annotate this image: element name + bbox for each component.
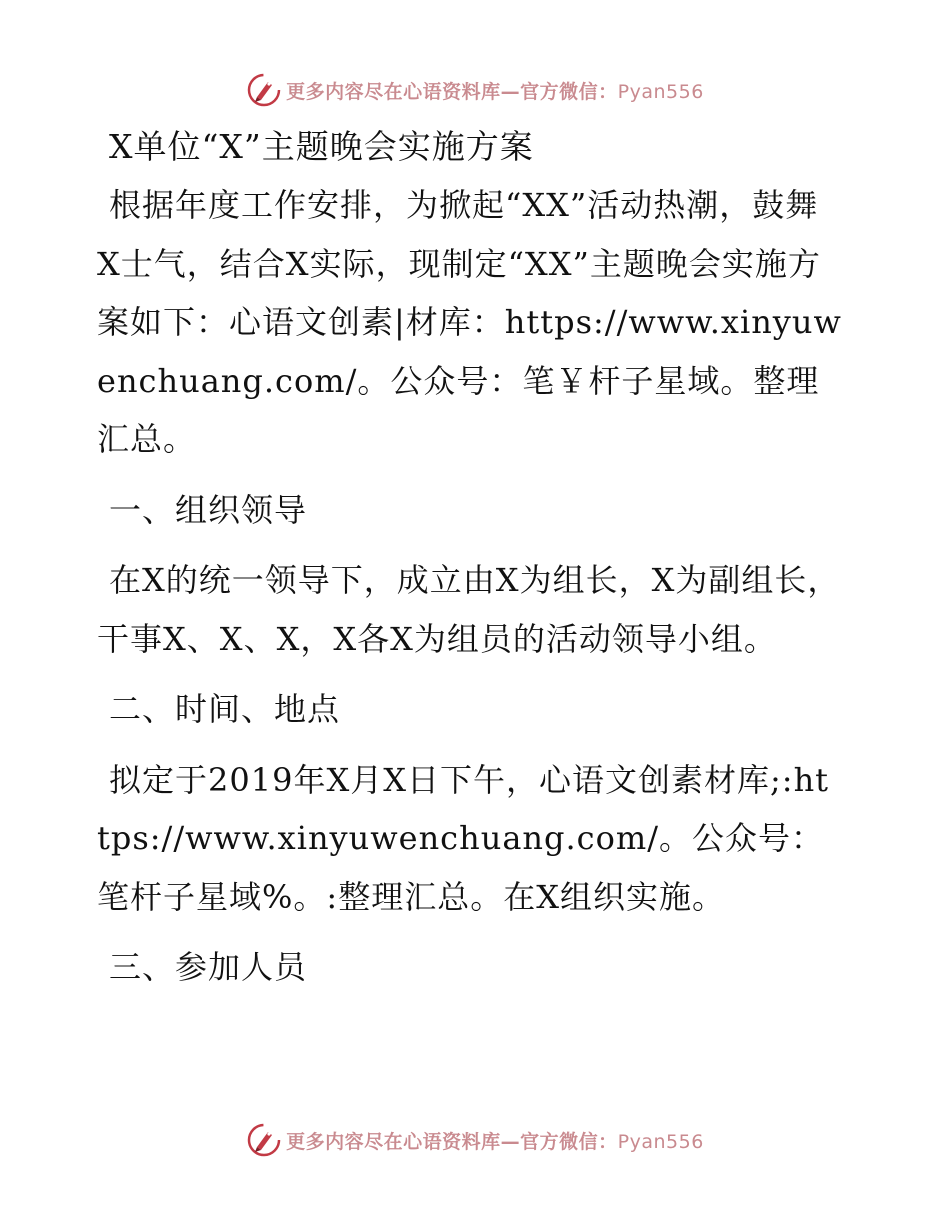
document-title: X单位“X”主题晚会实施方案 — [109, 127, 534, 166]
ink-pen-logo-icon — [246, 1122, 282, 1158]
spacer — [97, 668, 842, 680]
watermark-label: 更多内容尽在心语资料库—官方微信： — [286, 1130, 618, 1153]
document-body — [97, 118, 842, 997]
watermark-text — [286, 1127, 704, 1154]
section-body-time-place: 拟定于2019年X月X日下午，心语文创素材库;:https://www.xinyuwenchuang.com/。公众号：笔杆子星域%。:整理汇总。在X组织实施。 — [97, 760, 830, 916]
section-heading-time-place: 二、时间、地点 — [109, 690, 341, 728]
watermark-text — [286, 77, 704, 104]
watermark-banner-top — [0, 70, 950, 110]
section-heading-organization: 一、组织领导 — [109, 490, 308, 529]
spacer — [97, 539, 842, 551]
ink-pen-logo-icon — [246, 72, 282, 108]
spacer — [97, 739, 842, 751]
section-body-organization: 在X的统一领导下，成立由X为组长，X为副组长，干事X、X、X，X各X为组员的活动领导小组。 — [97, 561, 841, 658]
spacer — [97, 926, 842, 938]
watermark-wechat-id: Pyan556 — [617, 80, 704, 103]
spacer — [97, 469, 842, 481]
intro-paragraph: 根据年度工作安排，为掀起“XX”活动热潮，鼓舞X士气，结合X实际，现制定“XX”主题晚会实施方案如下：心语文创素|材库：https://www.xinyuwenchuang.com/。公众号：笔￥杆子星域。整理汇总。 — [97, 186, 842, 458]
watermark-wechat-id: Pyan556 — [617, 1130, 704, 1153]
watermark-label: 更多内容尽在心语资料库—官方微信： — [286, 80, 618, 103]
watermark-content — [246, 1122, 704, 1158]
watermark-content — [246, 72, 704, 108]
section-heading-participants: 三、参加人员 — [109, 948, 308, 986]
watermark-banner-bottom — [0, 1120, 950, 1160]
